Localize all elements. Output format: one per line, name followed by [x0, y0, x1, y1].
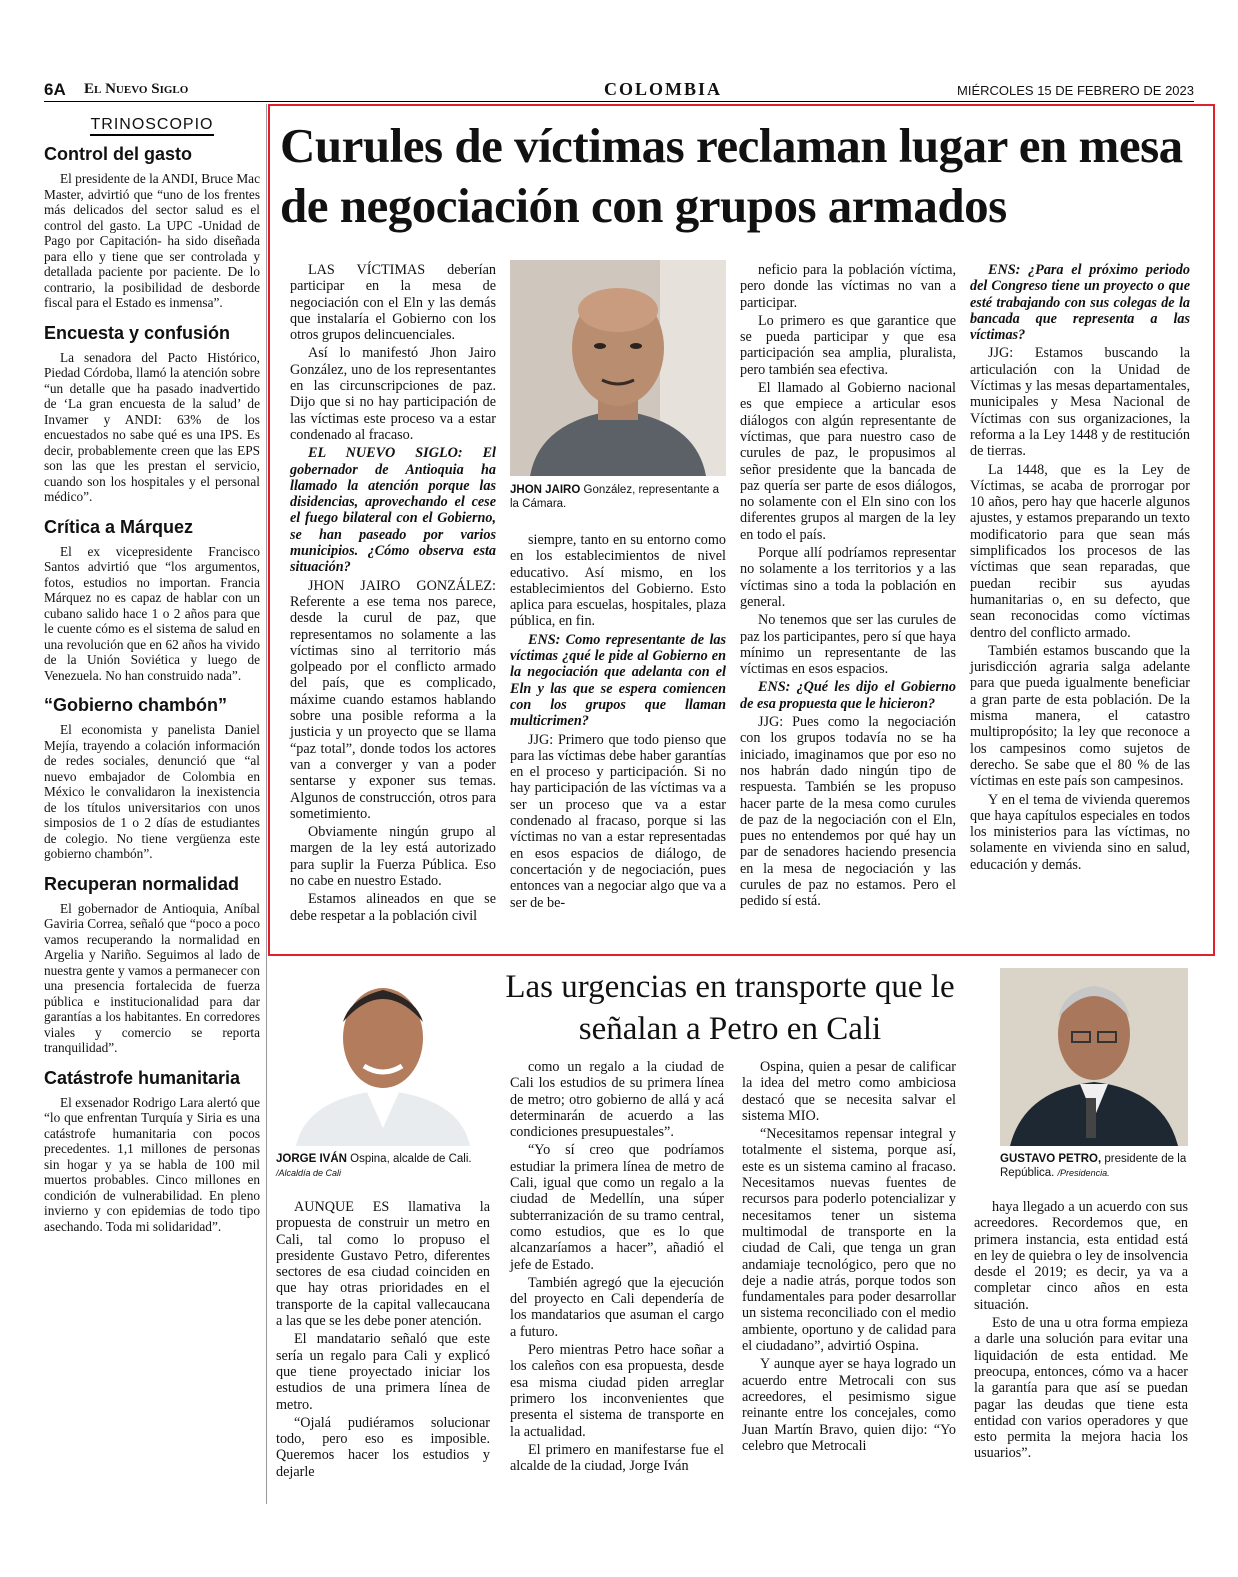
paragraph: AUNQUE ES llamativa la propuesta de construir un metro en Cali, tal como lo propuso el presidente Gustavo Petro, diferentes sectores de esa ciudad coinciden en que hay otras prioridades en el transporte de la capital vallecaucana a las que se les debe poner atención.	[276, 1199, 490, 1330]
trino-body: El economista y panelista Daniel Mejía, trayendo a colación información de redes sociales, denunció que “al nuevo embajador de Colombia en México le convalidaron la inexistencia de los títulos universitarios con unos simposios de 1 o 2 días de estudiantes de colegio. No tiene vergüenza este gobierno chambón”.	[44, 722, 260, 861]
article2-column-3	[742, 1059, 956, 1456]
paragraph: neficio para la población víctima, pero donde las víctimas no van a participar.	[740, 262, 956, 311]
jhon-jairo-photo	[510, 260, 726, 476]
paragraph: Porque allí podríamos representar no solamente a los territorios y a las víctimas sino a toda la población en general.	[740, 545, 956, 610]
paragraph: “Ojalá pudiéramos solucionar todo, pero eso es imposible. Queremos hacer los estudios y dejarle	[276, 1414, 490, 1480]
jorge-ivan-caption: JORGE IVÁN Ospina, alcalde de Cali. /Alcaldía de Cali	[276, 1153, 472, 1178]
paragraph: ENS: ¿Qué les dijo el Gobierno de esa propuesta que le hicieron?	[740, 679, 956, 712]
trino-body: La senadora del Pacto Histórico, Piedad Córdoba, llamó la atención sobre “un detalle que ha pasado inadvertido de ‘La gran encuesta de la salud’ de Invamer y ANDI: 63% de los encuestados no sabe qué es una IPS. Es decir, probablemente creen que las EPS son las que les prestan el servicio, cuando son los hospitales y el personal médico”.	[44, 349, 260, 504]
gustavo-petro-caption: GUSTAVO PETRO, presidente de la República. /Presidencia.	[1000, 1153, 1187, 1179]
paragraph: No tenemos que ser las curules de paz los participantes, pero sí que haya mínimo un representante de las víctimas en esos espacios.	[740, 612, 956, 678]
page-number: 6A	[44, 80, 66, 99]
paragraph: La 1448, que es la Ley de Víctimas, se acaba de prorrogar por 10 años, pero hay que hacerle algunos ajustes, y estamos preparando un texto modificatorio para que sean más simplificados los procesos de las víctimas que sean reparadas, que puedan recibir sus ayudas humanitarias o, en su defecto, que sean reconocidas como víctimas dentro del conflicto armado.	[970, 461, 1190, 641]
article1-column-3	[740, 262, 956, 912]
trino-heading: Recuperan normalidad	[44, 873, 240, 894]
trino-heading: “Gobierno chambón”	[44, 695, 228, 715]
article2-column-4	[974, 1199, 1188, 1464]
article1-column-4	[970, 262, 1190, 875]
paragraph: Y aunque ayer se haya logrado un acuerdo entre Metrocali con sus acreedores, el pesimismo sigue reinante entre los concejales, como Juan Martín Bravo, quien dijo: “Yo celebro que Metrocali	[742, 1356, 956, 1454]
header-rule	[44, 101, 1194, 102]
article2-column-1	[276, 1199, 490, 1482]
paragraph: siempre, tanto en su entorno como en los establecimientos de nivel educativo. Así mismo, en los establecimientos del Gobierno. Esto aplica para escuelas, hospitales, plaza pública, en fin.	[510, 532, 726, 630]
trino-body: El presidente de la ANDI, Bruce Mac Master, advirtió que “uno de los frentes más delicados del sector salud es el control del gasto. La UPC -Unidad de Pago por Capitación- ha sido diseñada para ello y tiene que ser controlada y detallada paciente por paciente. De lo contrario, la posibilidad de desborde fiscal para el Estado es inmensa”.	[44, 171, 260, 310]
page-header	[44, 78, 1194, 102]
paragraph: Lo primero es que garantice que se pueda participar y que esa participación sea amplia, pluralista, pero también sea efectiva.	[740, 312, 956, 378]
trino-body: El gobernador de Antioquia, Aníbal Gaviria Correa, señaló que “poco a poco vamos recuperando la normalidad en Argelia y Nariño. Seguimos al lado de nuestra gente y vamos a permanecer con una presencia fortalecida de fuerza pública e institucionalidad para dar garantías a los habitantes. En corredores viales y comercio se reporta tranquilidad”.	[44, 900, 260, 1055]
main-article	[268, 104, 1215, 956]
paragraph: JJG: Estamos buscando la articulación con la Unidad de Víctimas y las mesas departamentales, municipales y Mesa Nacional de Víctimas con sus organizaciones, la reforma a la Ley 1448 y de restitución de tierras.	[970, 345, 1190, 460]
sidebar-divider	[266, 104, 267, 1504]
trinoscopio-sidebar	[44, 116, 260, 1246]
paragraph: “Yo sí creo que podríamos estudiar la primera línea de metro de Cali, igual que como un regalo a la ciudad de Medellín, una súper subterranización de su tramo central, como estudios, que es lo que alcanzaríamos a hacer”, añadió el jefe de Estado.	[510, 1142, 724, 1273]
article1-column-1	[290, 262, 496, 926]
paragraph: También agregó que la ejecución del proyecto en Cali dependería de los mandatarios que asuman el cargo a futuro.	[510, 1274, 724, 1340]
main-headline: Curules de víctimas reclaman lugar en mesa de negociación con grupos armados	[280, 118, 1183, 233]
section-name: COLOMBIA	[604, 79, 723, 99]
second-headline: Las urgencias en transporte que le señalan a Petro en Cali	[505, 969, 955, 1047]
paragraph: ENS: Como representante de las víctimas ¿qué le pide al Gobierno en la negociación que adelanta con el Eln y las que se espera comiencen con los grupos que llaman multicrimen?	[510, 631, 726, 730]
paragraph: El llamado al Gobierno nacional es que empiece a articular esos diálogos con algún representante de víctimas, que para nuestro caso de curules de paz, le propusimos al señor presidente que la bancada de paz quería ser parte de esos diálogos, no solamente con el Eln sino con los diferentes grupos al margen de la ley en todo el país.	[740, 380, 956, 543]
paragraph: Pero mientras Petro hace soñar a los caleños con esa propuesta, desde esa misma ciudad piden arreglar primero los inconvenientes que presenta el sistema de transporte en la actualidad.	[510, 1342, 724, 1440]
issue-date: MIÉRCOLES 15 DE FEBRERO DE 2023	[957, 83, 1194, 98]
gustavo-petro-photo	[1000, 968, 1188, 1146]
trino-body: El exsenador Rodrigo Lara alertó que “lo que enfrentan Turquía y Siria es una catástrofe humanitaria con pocos precedentes. 1,1 millones de personas sin hogar y ya se habla de 100 mil muertos probables. Cinco millones en condición de vulnerabilidad. En pleno invierno y con epidemias de todo tipo asechando. Toda mi solidaridad”.	[44, 1094, 260, 1234]
trino-body: El ex vicepresidente Francisco Santos advirtió que “los argumentos, fotos, estudios no importan. Francia Márquez no es capaz de hablar con un cubano salido hace 1 o 2 años para que le cuente cómo es el sistema de salud en una revolución que en 62 años ha vivido de la Unión Soviética y luego de Venezuela. No han construido nada”.	[44, 543, 260, 683]
paragraph: JJG: Pues como la negociación con los grupos todavía no se ha iniciado, imaginamos que por eso no nos habrán dado ningún tipo de respuesta. También se les propuso hacer parte de la mesa como curules de paz de la negociación con el Eln, pues no entendemos por qué hay un par de senadores haciendo presencia en la mesa de negociación y las curules de paz no estamos. Pero el pedido sí está.	[740, 714, 956, 910]
article2-column-2	[510, 1059, 724, 1476]
trinoscopio-title: TRINOSCOPIO	[44, 116, 260, 134]
paragraph: Así lo manifestó Jhon Jairo González, uno de los representantes en las circunscripciones de paz. Dijo que si no hay participación de las víctimas este proceso va a estar condenado al fracaso.	[290, 345, 496, 443]
paragraph: Esto de una u otra forma empieza a darle una solución para evitar una liquidación de esta entidad. Me preocupa, entonces, cómo va a hacer la garantía para que así se puedan pagar las deudas que tiene esta entidad con varios operadores y que esto permita la mejora hacia los usuarios”.	[974, 1315, 1188, 1462]
paragraph: JJG: Primero que todo pienso que para las víctimas debe haber garantías en el proceso y participación. Si no hay participación de las víctimas va a ser un proceso que va a estar condenado al fracaso, porque si las víctimas no van a estar representadas en esos espacios de diálogo, de concertación y de negociación, pues entonces van a negociar algo que va a ser de be-	[510, 731, 726, 911]
paragraph: Y en el tema de vivienda queremos que haya capítulos especiales en todos los ministerios para las víctimas, no solamente en vivienda sino en salud, educación y demás.	[970, 791, 1190, 873]
paragraph: como un regalo a la ciudad de Cali los estudios de su primera línea de metro; otro gobierno de allá y acá determinarán de acuerdo a las condiciones presupuestales”.	[510, 1059, 724, 1141]
trino-heading: Encuesta y confusión	[44, 322, 231, 343]
trino-heading: Control del gasto	[44, 144, 192, 164]
paragraph: JHON JAIRO GONZÁLEZ: Referente a ese tema nos parece, desde la curul de paz, que representamos no solamente a las víctimas sino al territorio más golpeado por el conflicto armado del país, que es complicado, máxime cuando estamos hablando sobre una posible reforma a la justicia y un proyecto que se llama “paz total”, donde todos los actores van a converger y van a poder sentarse y exponer sus temas. Algunos de construcción, otros para sometimiento.	[290, 577, 496, 822]
jorge-ivan-photo	[276, 968, 490, 1146]
paragraph: ENS: ¿Para el próximo periodo del Congreso tiene un proyecto o que esté trabajando con sus colegas de la bancada que representa a las víctimas?	[970, 262, 1190, 344]
paragraph: El primero en manifestarse fue el alcalde de la ciudad, Jorge Iván	[510, 1441, 724, 1475]
paragraph: EL NUEVO SIGLO: El gobernador de Antioquia ha llamado la atención porque las disidencias, aprovechando el cese el fuego bilateral con el Gobierno, se han paseado por varios municipios. ¿Cómo observa esta situación?	[290, 445, 496, 576]
trino-heading: Catástrofe humanitaria	[44, 1067, 241, 1088]
jhon-jairo-caption: JHON JAIRO González, representante a la Cámara.	[510, 484, 720, 510]
paragraph: También estamos buscando que la jurisdicción agraria salga adelante para que pueda igualmente beneficiar a gran parte de esta población. De la misma manera, el catastro multipropósito; la ley que reconoce a los campesinos como sujetos de derecho. Se sabe que el 80 % de las víctimas en este país son campesinos.	[970, 642, 1190, 790]
paragraph: haya llegado a un acuerdo con sus acreedores. Recordemos que, en primera instancia, esta entidad está en ley de quiebra o ley de insolvencia desde el 2019; es decir, ya va a completar cinco años en esta situación.	[974, 1199, 1188, 1313]
paragraph: LAS VÍCTIMAS deberían participar en la mesa de negociación con el Eln y las demás que instalaría el Gobierno con los otros grupos delincuenciales.	[290, 262, 496, 344]
paragraph: El mandatario señaló que este sería un regalo para Cali y explicó que tiene proyectado iniciar los estudios de una primera línea de metro.	[276, 1331, 490, 1413]
paragraph: Estamos alineados en que se debe respetar a la población civil	[290, 891, 496, 924]
newspaper-name: El Nuevo Siglo	[84, 81, 189, 97]
paragraph: Obviamente ningún grupo al margen de la ley está autorizado para suplir la Fuerza Pública. Eso no cabe en nuestro Estado.	[290, 824, 496, 889]
paragraph: Ospina, quien a pesar de calificar la idea del metro como ambiciosa destacó que se necesita salvar el sistema MIO.	[742, 1059, 956, 1124]
trino-heading: Crítica a Márquez	[44, 516, 194, 537]
paragraph: “Necesitamos repensar integral y totalmente el sistema, porque así, este es un sistema camino al fracaso. Necesitamos nuevas fuentes de recursos para poderlo potencializar y necesitamos tener un sistema multimodal de transporte en la ciudad de Cali, que tenga un gran andamiaje tecnológico, pero que no deje a nadie atrás, porque todos son fundamentales para poder desarrollar un sistema reconciliado con el medio ambiente, oportuno y de calidad para el ciudadano”, advirtió Ospina.	[742, 1126, 956, 1355]
article1-column-2	[510, 532, 726, 913]
